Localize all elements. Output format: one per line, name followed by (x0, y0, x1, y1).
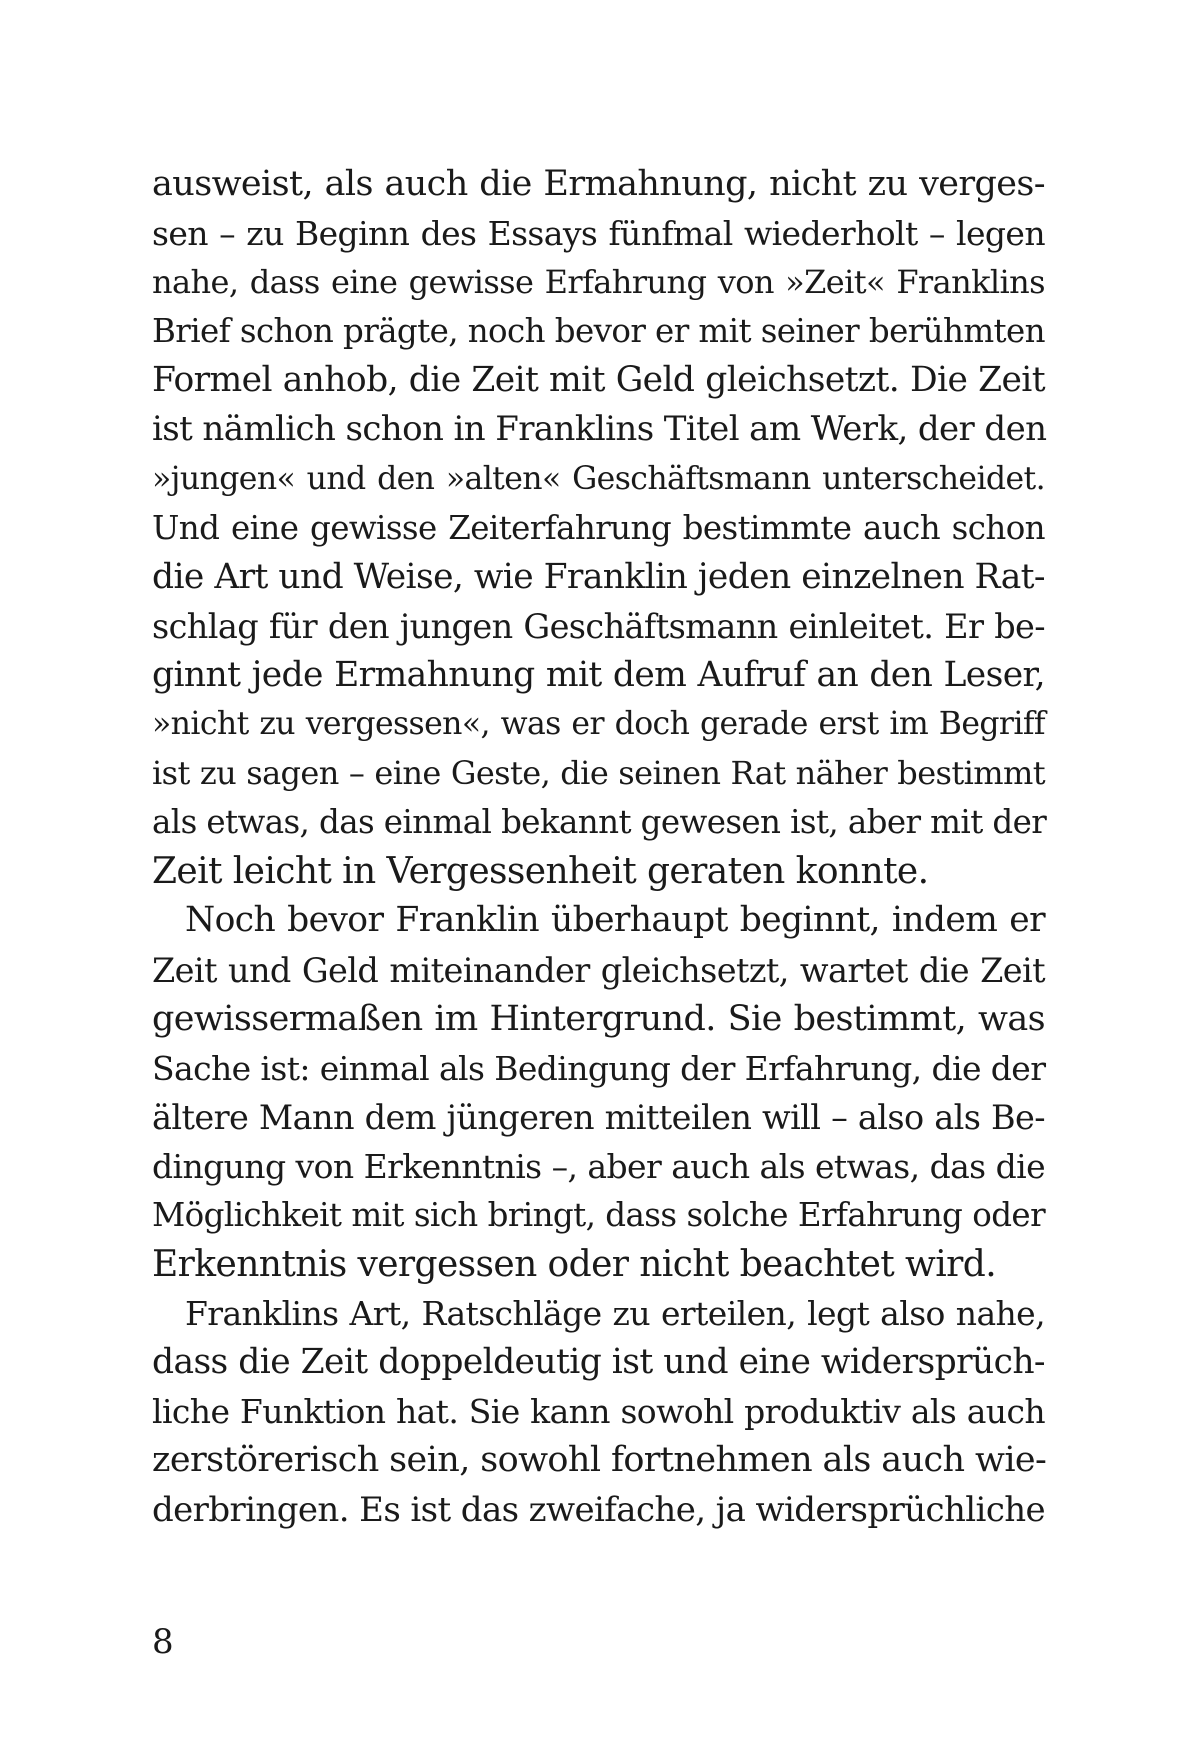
text-line: sen – zu Beginn des Essays fünfmal wiederholt – legen (152, 214, 1045, 254)
text-line: ist nämlich schon in Franklins Titel am Werk, der den (152, 409, 1047, 450)
text-line: ist zu sagen – eine Geste, die seinen Rat näher bestimmt (152, 754, 1045, 793)
page-number: 8 (152, 1622, 174, 1662)
text-line: liche Funktion hat. Sie kann sowohl produktiv als auch (152, 1392, 1045, 1432)
text-line: »jungen« und den »alten« Geschäftsmann unterscheidet. (152, 460, 1045, 497)
text-line: Noch bevor Franklin überhaupt beginnt, indem er (185, 900, 1045, 941)
text-line: dingung von Erkenntnis –, aber auch als etwas, das die (152, 1146, 1045, 1186)
text-line: nahe, dass eine gewisse Erfahrung von »Zeit« Franklins (152, 263, 1045, 302)
text-line: Formel anhob, die Zeit mit Geld gleichsetzt. Die Zeit (152, 360, 1045, 401)
text-line: ältere Mann dem jüngeren mitteilen will – also als Be- (152, 1097, 1045, 1137)
text-line: ginnt jede Ermahnung mit dem Aufruf an den Leser, (152, 654, 1045, 695)
text-line: ausweist, als auch die Ermahnung, nicht zu verges- (152, 164, 1045, 204)
text-line: derbringen. Es ist das zweifache, ja widersprüchliche (152, 1489, 1046, 1530)
text-line: Zeit leicht in Vergessenheit geraten konnte. (152, 851, 929, 893)
text-line: zerstörerisch sein, sowohl fortnehmen als auch wie- (152, 1440, 1047, 1481)
text-line: dass die Zeit doppeldeutig ist und eine widersprüch- (152, 1342, 1045, 1383)
text-line: »nicht zu vergessen«, was er doch gerade erst im Begriff (152, 706, 1045, 743)
text-line: Zeit und Geld miteinander gleichsetzt, wartet die Zeit (152, 950, 1045, 990)
text-line: Und eine gewisse Zeiterfahrung bestimmte auch schon (152, 508, 1045, 547)
text-line: Franklins Art, Ratschläge zu erteilen, legt also nahe, (185, 1294, 1045, 1334)
text-line: Möglichkeit mit sich bringt, dass solche Erfahrung oder (152, 1195, 1045, 1234)
text-line: schlag für den jungen Geschäftsmann einleitet. Er be- (152, 606, 1045, 646)
body-text (152, 160, 1045, 1535)
text-line: Sache ist: einmal als Bedingung der Erfahrung, die der (152, 1048, 1046, 1088)
text-line: Brief schon prägte, noch bevor er mit seiner berühmten (152, 312, 1045, 351)
text-line: die Art und Weise, wie Franklin jeden einzelnen Rat- (152, 556, 1045, 597)
text-line: gewissermaßen im Hintergrund. Sie bestimmt, was (152, 998, 1045, 1039)
text-line: Erkenntnis vergessen oder nicht beachtet wird. (152, 1244, 997, 1286)
text-line: als etwas, das einmal bekannt gewesen ist, aber mit der (152, 803, 1047, 842)
